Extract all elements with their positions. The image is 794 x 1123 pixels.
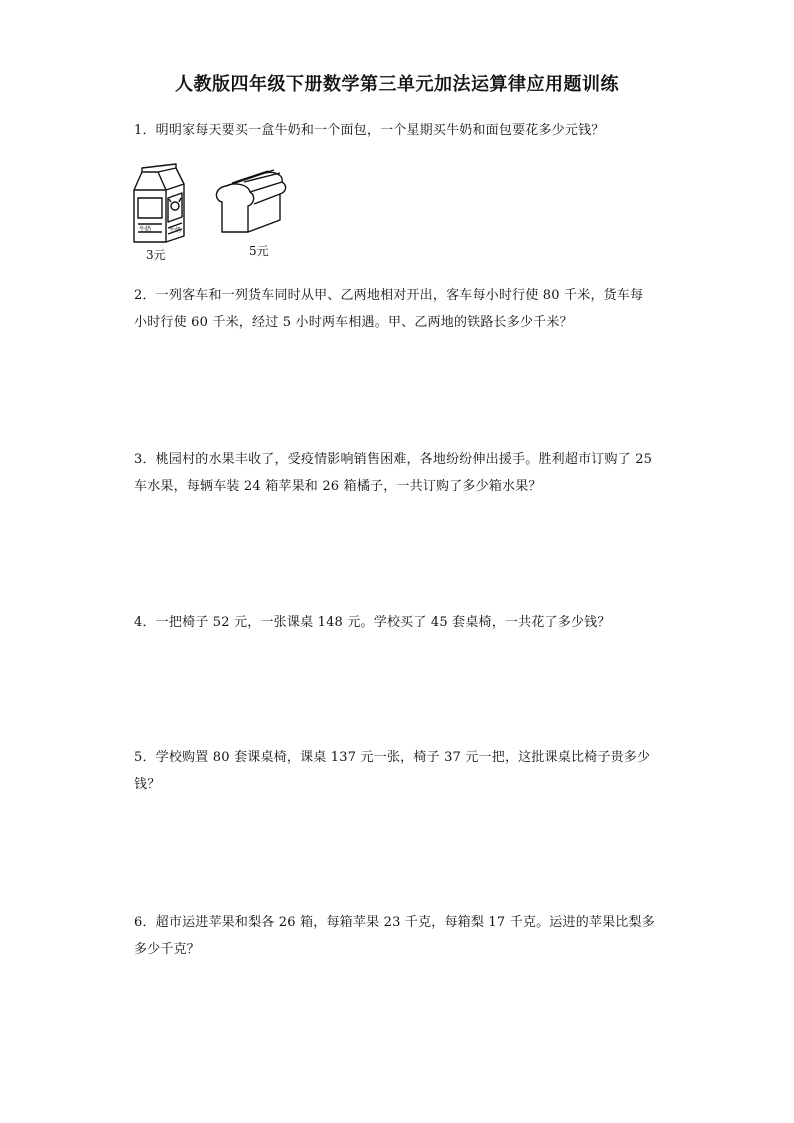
question-4-text: 4．一把椅子 52 元，一张课桌 148 元。学校买了 45 套桌椅，一共花了多少钱？ — [134, 615, 611, 630]
question-3-line-1: 3．桃园村的水果丰收了，受疫情影响销售困难，各地纷纷伸出援手。胜利超市订购了 25 — [134, 452, 653, 467]
milk-label-right: 牛奶 — [169, 227, 182, 234]
milk-price-label: 3元 — [146, 248, 166, 262]
question-5 — [134, 744, 664, 798]
question-1 — [134, 117, 664, 144]
question-4 — [134, 609, 664, 636]
bread-price-label: 5元 — [249, 244, 269, 258]
question-6-line-1: 6．超市运进苹果和梨各 26 箱，每箱苹果 23 千克，每箱梨 17 千克。运进的苹果比梨多 — [134, 915, 655, 930]
milk-label-left: 牛奶 — [139, 226, 152, 233]
question-5-line-2: 钱？ — [134, 777, 161, 792]
question-2 — [134, 282, 664, 336]
question-1-text: 1．明明家每天要买一盒牛奶和一个面包，一个星期买牛奶和面包要花多少元钱？ — [134, 123, 605, 138]
question-2-line-2: 小时行使 60 千米，经过 5 小时两车相遇。甲、乙两地的铁路长多少千米？ — [134, 315, 573, 330]
question-3 — [134, 446, 664, 500]
question-3-line-2: 车水果，每辆车装 24 箱苹果和 26 箱橘子，一共订购了多少箱水果？ — [134, 479, 542, 494]
page-title: 人教版四年级下册数学第三单元加法运算律应用题训练 — [175, 74, 619, 95]
question-6-line-2: 多少千克？ — [134, 942, 201, 957]
question-2-line-1: 2．一列客车和一列货车同时从甲、乙两地相对开出，客车每小时行使 80 千米，货车每 — [134, 288, 644, 303]
bread-loaf-icon — [216, 170, 285, 232]
question-6 — [134, 909, 664, 963]
question-5-line-1: 5．学校购置 80 套课桌椅，课桌 137 元一张，椅子 37 元一把，这批课桌比椅子贵多少 — [134, 750, 651, 765]
